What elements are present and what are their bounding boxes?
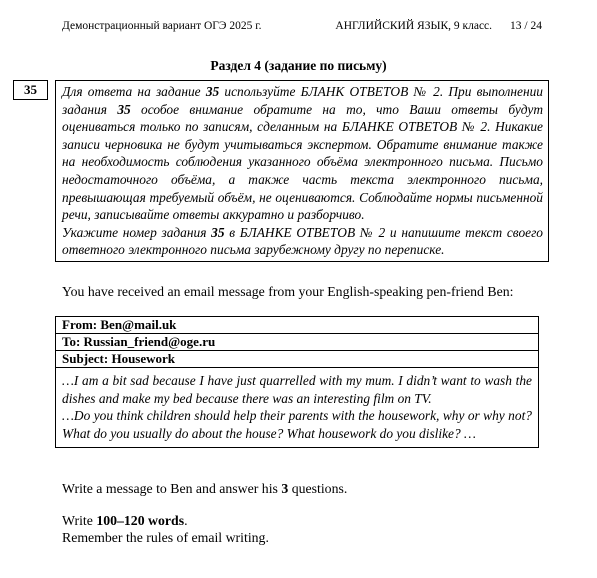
- instructions-paragraph: Для ответа на задание 35 используйте БЛАНК ОТВЕТОВ № 2. При выполнении задания 35 особое внимание обратите на то, что Ваши ответы будут оцениваться только по записям, сделанным на БЛАНКЕ ОТВЕТОВ № 2. Никакие записи черновика не будут учитываться экспертом. Обратите внимание также на необходимость соблюдения указанного объёма электронного письма. Письмо недостаточного объёма, а также часть текста электронного письма, превышающая требуемый объём, не оцениваются. Соблюдайте нормы письменной речи, записывайте ответы аккуратно и разборчиво.: [62, 84, 543, 223]
- email-intro: You have received an email message from your English-speaking pen-friend Ben:: [62, 284, 514, 299]
- page-header: [62, 20, 542, 32]
- email-from: From: Ben@mail.uk: [56, 317, 538, 334]
- task-number-box: 35: [13, 80, 48, 100]
- email-box: [55, 316, 539, 448]
- task-line-words: Write 100–120 words.: [62, 513, 188, 528]
- exam-title: Демонстрационный вариант ОГЭ 2025 г.: [62, 20, 262, 32]
- email-body-paragraph: …I am a bit sad because I have just quarrelled with my mum. I didn’t want to wash the dishes and make my bed because there was an interesting film on TV.: [62, 373, 532, 406]
- section-title: Раздел 4 (задание по письму): [210, 58, 387, 73]
- instructions-task-note: Укажите номер задания 35 в БЛАНКЕ ОТВЕТОВ № 2 и напишите текст своего ответного электронного письма зарубежному другу по переписке.: [62, 224, 544, 258]
- page-number: 13 / 24: [510, 20, 542, 32]
- email-subject: Subject: Housework: [56, 351, 538, 368]
- instructions-box: [55, 80, 549, 262]
- subject-label: АНГЛИЙСКИЙ ЯЗЫК, 9 класс.: [335, 20, 493, 32]
- email-to: To: Russian_friend@oge.ru: [56, 334, 538, 351]
- email-body: [56, 368, 538, 447]
- email-body-paragraph: …Do you think children should help their parents with the housework, why or why not? What do you usually do about the house? What housework do you dislike? …: [62, 408, 532, 441]
- task-line-rules: Remember the rules of email writing.: [62, 530, 269, 545]
- task-line-answer: Write a message to Ben and answer his 3 questions.: [62, 481, 348, 496]
